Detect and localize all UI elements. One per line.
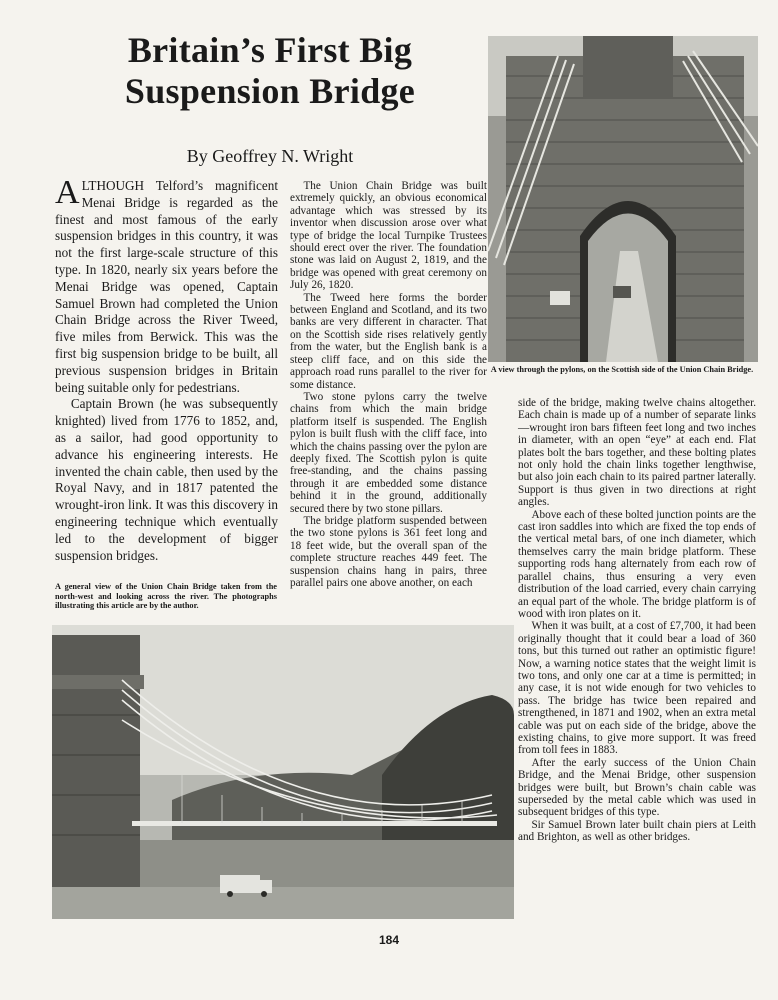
column-3 <box>518 397 756 844</box>
drop-cap: A <box>55 174 80 211</box>
col1-paragraph-1-text: LTHOUGH Telford’s magnificent Menai Bridge is regarded as the finest and most famous of the early suspension bridges in this country, it was not the first large-scale structure of this type. In 1820, nearly six years before the Menai Bridge was opened, Captain Samuel Brown had completed the Union Chain Bridge across the River Tweed, five miles from Berwick. This was the first big suspension bridge to be built, all previous suspension bridges in Britain being suitable only for pedestrians. <box>55 178 278 395</box>
title-line-1: Britain’s First Big <box>127 30 413 70</box>
col2-paragraph-4: The bridge platform suspended between the two stone pylons is 361 feet long and 18 feet wide, but the overall span of the complete structure reaches 449 feet. The suspension chains hang in pairs, three parallel pairs one above another, on each <box>290 514 487 589</box>
caption-general-view: A general view of the Union Chain Bridge taken from the north-west and looking across the river. The photographs illustrating this article are by the author. <box>55 582 277 611</box>
column-1 <box>55 174 278 564</box>
column-2 <box>290 180 487 589</box>
col2-paragraph-3: Two stone pylons carry the twelve chains from which the main bridge platform itself is suspended. The English pylon is built flush with the cliff face, into which the chains passing over the pylon are deeply fixed. The Scottish pylon is quite free-standing, and the chains passing through it are embedded some distance behind it in the ground, additionally secured there by two stone pillars. <box>290 390 487 515</box>
col3-paragraph-5: Sir Samuel Brown later built chain piers at Leith and Brighton, as well as other bridges. <box>518 818 756 844</box>
pylon-photo <box>488 36 758 362</box>
col3-paragraph-4: After the early success of the Union Chain Bridge, and the Menai Bridge, other suspension bridges were built, but Brown’s chain cable was superseded by the metal cable which was used in subsequent bridges of this type. <box>518 756 756 819</box>
col3-paragraph-1: side of the bridge, making twelve chains altogether. Each chain is made up of a number of separate links—wrought iron bars fifteen feet long and two inches in diameter, with an open “eye” at each end. Flat plates bolt the bars together, and these bolting plates not only hold the chain links together lengthwise, but also join each chain to its paired partner laterally. Support is thus given in two directions at right angles. <box>518 397 756 509</box>
page-number: 184 <box>379 933 400 947</box>
general-view-photo <box>52 625 514 919</box>
col3-paragraph-2: Above each of these bolted junction points are the cast iron saddles into which are fixed the top ends of the vertical metal bars, of one inch diameter, which themselves carry the main bridge platform. These supporting rods hang alternately from each row of parallel chains, thus ensuring a very even distribution of the load carried, every chain carrying an equal part of the whole. The bridge platform is of wood with iron plates on it. <box>518 508 756 620</box>
pylon-photo-image <box>488 36 758 362</box>
general-view-photo-image <box>52 625 514 919</box>
col2-paragraph-2: The Tweed here forms the border between England and Scotland, and its two banks are very different in character. That on the Scottish side rises relatively gently from the water, but the English bank is a steep cliff face, and on this side the approach road runs parallel to the river for some distance. <box>290 291 487 391</box>
col3-paragraph-3: When it was built, at a cost of £7,700, it had been originally thought that it could bear a load of 360 tons, but this turned out rather an optimistic figure! Now, a warning notice states that the weight limit is two tons, and only one car at a time is permitted; in any case, it is not wide enough for two vehicles to pass. The bridge has twice been repaired and strengthened, in 1871 and 1902, when an extra metal cable was put on each side of the bridge, above the existing chains, to give more support. It was freed from toll fees in 1883. <box>518 620 756 757</box>
col2-paragraph-1: The Union Chain Bridge was built extremely quickly, an obvious economical advantage which was stressed by its inventor when discussion arose over what type of bridge the local Turnpike Trustees should erect over the river. The foundation stone was laid on August 2, 1819, and the bridge was opened with great ceremony on July 26, 1820. <box>290 180 487 292</box>
article-title <box>60 30 480 113</box>
caption-pylons: A view through the pylons, on the Scottish side of the Union Chain Bridge. <box>490 365 754 374</box>
byline: By Geoffrey N. Wright <box>186 146 354 166</box>
title-line-2: Suspension Bridge <box>124 71 416 112</box>
col1-paragraph-1 <box>55 174 278 396</box>
col1-paragraph-2: Captain Brown (he was subsequently knighted) lived from 1776 to 1852, and, as a sailor, had good opportunity to advance his engineering interests. He invented the chain cable, then used by the Royal Navy, and in 1817 patented the wrought-iron link. It was this discovery in engineering technique which eventually led to the development of bigger suspension bridges. <box>55 396 278 563</box>
